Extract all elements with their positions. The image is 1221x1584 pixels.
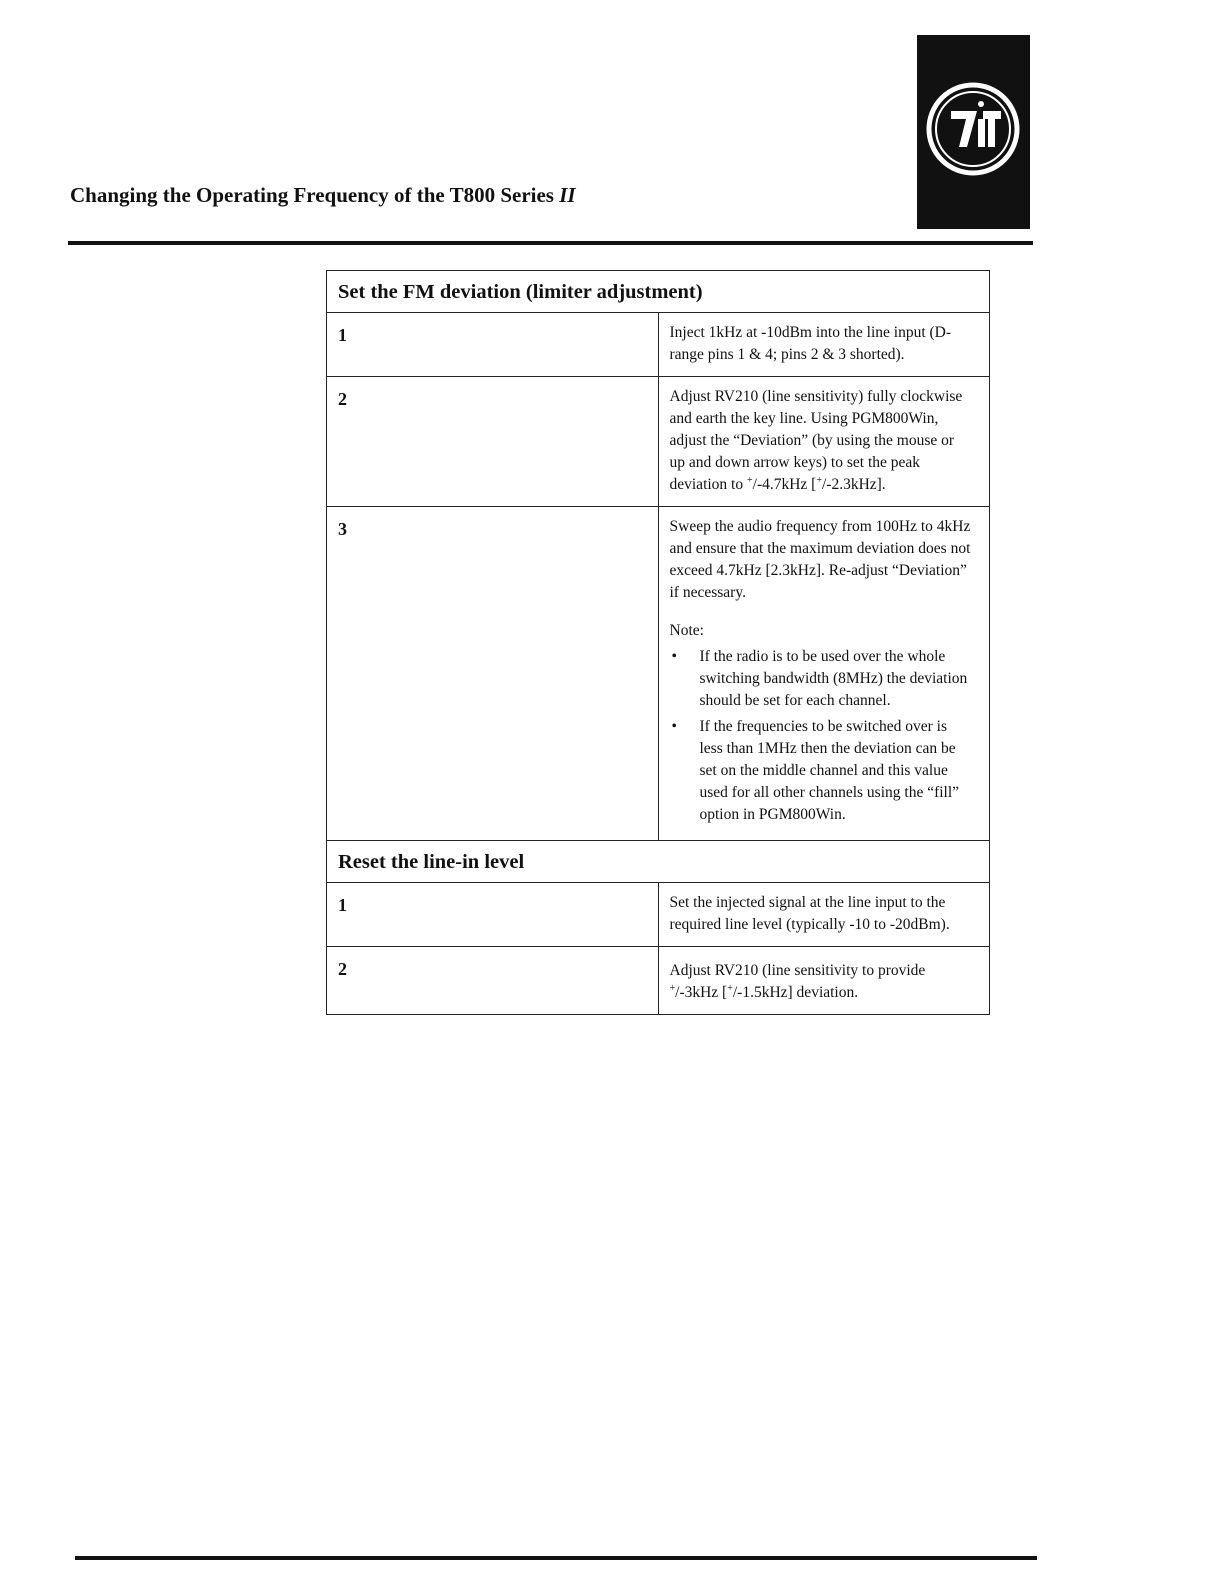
section-heading: Reset the line-in level bbox=[327, 841, 990, 883]
list-item: • If the radio is to be used over the whole switching bandwidth (8MHz) the deviation should be set for each channel. bbox=[671, 648, 968, 709]
page-title-series: II bbox=[559, 183, 576, 207]
bullet-icon: • bbox=[671, 648, 677, 665]
section-heading-row bbox=[327, 271, 990, 313]
note-list bbox=[670, 646, 974, 826]
table-row bbox=[327, 947, 990, 1015]
step-number: 1 bbox=[327, 883, 659, 947]
note-label: Note: bbox=[669, 622, 704, 639]
step-text: Set the injected signal at the line input to the required line level (typically -10 to -20dBm). bbox=[658, 883, 990, 947]
table-row bbox=[327, 883, 990, 947]
step-text: Adjust RV210 (line sensitivity to provide +/-3kHz [+/-1.5kHz] deviation. bbox=[658, 947, 990, 1015]
page-title: Changing the Operating Frequency of the T800 Series II bbox=[70, 183, 576, 207]
footer-divider bbox=[75, 1556, 1037, 1560]
tait-logo bbox=[917, 35, 1030, 229]
procedure-table bbox=[326, 270, 990, 1015]
tait-logo-text: TAIT bbox=[970, 176, 976, 178]
step-text: Sweep the audio frequency from 100Hz to 4kHz and ensure that the maximum deviation does not exceed 4.7kHz [2.3kHz]. Re-adjust “Deviation” if necessary. Note: • If the radio is to be used over the whole switching bandwidth (8MHz) the deviation should be set for each channel. • If the frequencies to be switched over is less than 1MHz then the deviation can be set on the middle channel and this value used for all other channels using the “fill” option in PGM800Win. bbox=[658, 507, 990, 841]
step-number: 2 bbox=[327, 947, 659, 1015]
section-heading: Set the FM deviation (limiter adjustment) bbox=[327, 271, 990, 313]
section-heading-row bbox=[327, 841, 990, 883]
table-row bbox=[327, 377, 990, 507]
list-item: • If the frequencies to be switched over is less than 1MHz then the deviation can be set on the middle channel and this value used for all other channels using the “fill” option in PGM800Win. bbox=[671, 718, 960, 823]
table-row bbox=[327, 313, 990, 377]
step-text: Adjust RV210 (line sensitivity) fully clockwise and earth the key line. Using PGM800Win, adjust the “Deviation” (by using the mouse or up and down arrow keys) to set the peak deviation to +/-4.7kHz [+/-2.3kHz]. bbox=[658, 377, 990, 507]
step-text: Inject 1kHz at -10dBm into the line input (D-range pins 1 & 4; pins 2 & 3 shorted). bbox=[658, 313, 990, 377]
step-number: 2 bbox=[327, 377, 659, 507]
step-number: 3 bbox=[327, 507, 659, 841]
header-divider bbox=[68, 241, 1033, 245]
tait-logo-icon bbox=[921, 77, 1026, 182]
step-number: 1 bbox=[327, 313, 659, 377]
bullet-icon: • bbox=[671, 718, 677, 735]
table-row bbox=[327, 507, 990, 841]
